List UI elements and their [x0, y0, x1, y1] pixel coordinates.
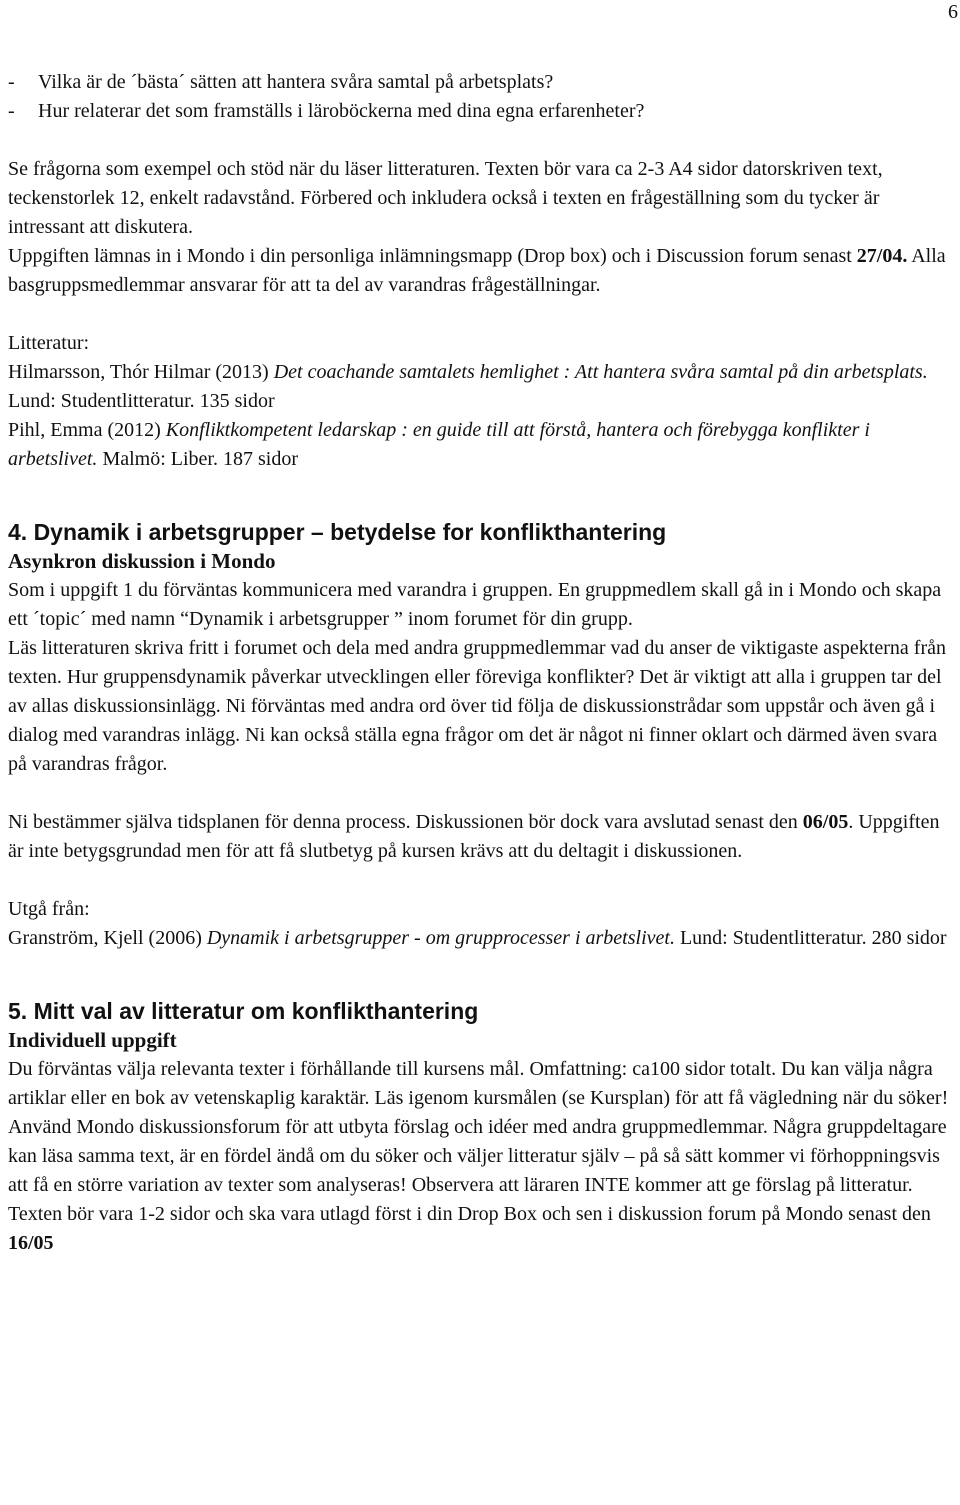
document-body	[8, 68, 954, 1258]
task4-paragraph-2: Läs litteraturen skriva fritt i forumet och dela med andra gruppmedlemmar vad du anser de viktigaste aspekterna från texten. Hur gruppensdynamik påverkar utvecklingen eller föreviga konflikter? Det är viktigt att alla i gruppen tar del av allas diskussionsinlägg. Ni förväntas med andra ord över tid följa de diskussionstrådar som uppstår och även gå i dialog med varandras inlägg. Ni kan också ställa egna frågor om det är något ni finner oklart och därmed även svara på varandras frågor.	[8, 637, 946, 775]
task5-paragraph-1: Du förväntas välja relevanta texter i förhållande till kursens mål. Omfattning: ca100 sidor totalt. Du kan välja några artiklar eller en bok av vetenskaplig karaktär. Läs igenom kursmålen (se Kursplan) för att få vägledning när du söker! Använd Mondo diskussionsforum för att utbyta förslag och idéer med andra gruppmedlemmar. Några gruppdeltagare kan läsa samma text, är en fördel ändå om du söker och väljer litteratur själv – på så sätt kommer vi förhoppningsvis att få en större variation av texter som analyseras! Observera att läraren INTE kommer att ge förslag på litteratur.	[8, 1058, 949, 1196]
question-list	[8, 68, 954, 126]
source-label: Utgå från:	[8, 898, 90, 920]
literature-label: Litteratur:	[8, 332, 90, 354]
reference-granstrom: Granström, Kjell (2006) Dynamik i arbetsgrupper - om grupprocesser i arbetslivet. Lund: Studentlitteratur. 280 sidor	[8, 927, 947, 949]
task3-instructions: Se frågorna som exempel och stöd när du läser litteraturen. Texten bör vara ca 2-3 A4 sidor datorskriven text, teckenstorlek 12, enkelt radavstånd. Förbered och inkludera också i texten en frågeställning som du tycker är intressant att diskutera.	[8, 158, 883, 238]
list-item: - Hur relaterar det som framställs i läroböckerna med dina egna erfarenheter?	[8, 97, 954, 126]
list-item: - Vilka är de ´bästa´ sätten att hantera svåra samtal på arbetsplats?	[8, 68, 954, 97]
deadline-date: 06/05	[802, 811, 849, 833]
reference-pihl: Pihl, Emma (2012) Konfliktkompetent ledarskap : en guide till att förstå, hantera och förebygga konflikter i arbetslivet. Malmö: Liber. 187 sidor	[8, 419, 870, 470]
task4-paragraph-1: Som i uppgift 1 du förväntas kommunicera med varandra i gruppen. En gruppmedlem skall gå in i Mondo och skapa ett ´topic´ med namn “Dynamik i arbetsgrupper ” inom forumet för din grupp.	[8, 579, 942, 630]
section-heading-5: 5. Mitt val av litteratur om konflikthantering	[8, 998, 479, 1024]
section-subheading-4: Asynkron diskussion i Mondo	[8, 549, 276, 573]
section-subheading-5: Individuell uppgift	[8, 1028, 177, 1052]
task3-submission: Uppgiften lämnas in i Mondo i din personliga inlämningsmapp (Drop box) och i Discussion forum senast 27/04. Alla basgruppsmedlemmar ansvarar för att ta del av varandras frågeställningar.	[8, 245, 946, 296]
deadline-date: 16/05	[8, 1232, 54, 1254]
section-heading-4: 4. Dynamik i arbetsgrupper – betydelse for konflikthantering	[8, 519, 667, 545]
reference-hilmarsson: Hilmarsson, Thór Hilmar (2013) Det coachande samtalets hemlighet : Att hantera svåra samtal på din arbetsplats. Lund: Studentlitteratur. 135 sidor	[8, 361, 928, 412]
page-number: 6	[948, 1, 958, 23]
task4-paragraph-3: Ni bestämmer själva tidsplanen för denna process. Diskussionen bör dock vara avslutad senast den 06/05. Uppgiften är inte betygsgrundad men för att få slutbetyg på kursen krävs att du deltagit i diskussionen.	[8, 811, 940, 862]
task5-paragraph-2: Texten bör vara 1-2 sidor och ska vara utlagd först i din Drop Box och sen i diskussion forum på Mondo senast den 16/05	[8, 1203, 931, 1254]
deadline-date: 27/04.	[856, 245, 908, 267]
